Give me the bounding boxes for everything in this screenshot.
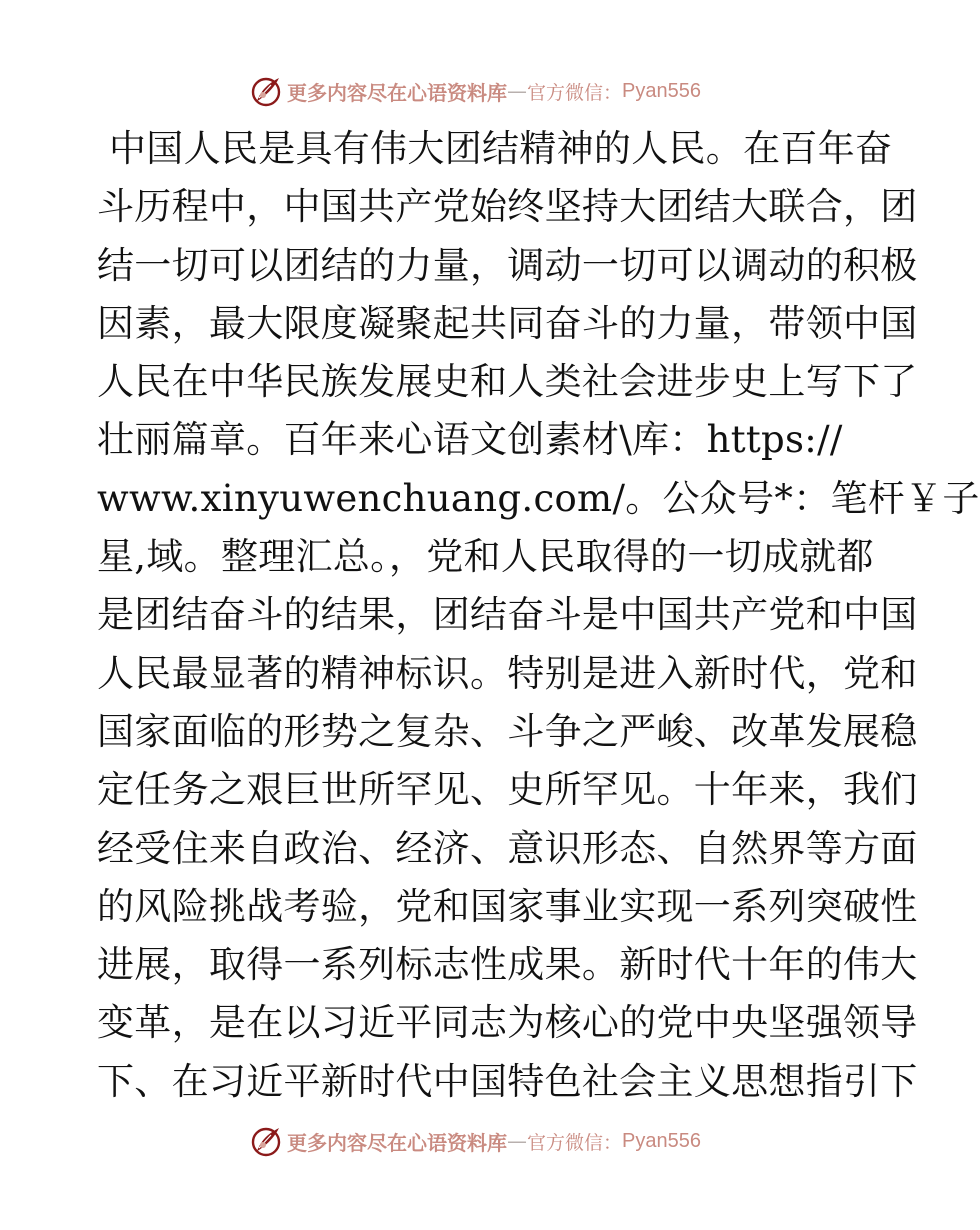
banner-separator: — [507, 79, 527, 103]
feather-pen-logo-icon [249, 74, 283, 108]
body-line: 进展，取得一系列标志性成果。新时代十年的伟大 [97, 943, 918, 987]
body-line: 下、在习近平新时代中国特色社会主义思想指引下 [97, 1059, 918, 1103]
banner-site-text: 更多内容尽在心语资料库 [287, 1130, 507, 1155]
body-line: www.xinyuwenchuang.com/。公众号*：笔杆￥子 [97, 476, 980, 520]
body-line: 经受住来自政治、经济、意识形态、自然界等方面 [97, 826, 918, 870]
body-line: 定任务之艰巨世所罕见、史所罕见。十年来，我们 [97, 768, 918, 812]
banner-wechat-label: 官方微信： [527, 81, 623, 104]
body-line: 是团结奋斗的结果，团结奋斗是中国共产党和中国 [97, 593, 918, 637]
body-line: 的风险挑战考验，党和国家事业实现一系列突破性 [97, 884, 918, 928]
body-line: 国家面临的形势之复杂、斗争之严峻、改革发展稳 [97, 709, 918, 753]
banner-site-text: 更多内容尽在心语资料库 [287, 80, 507, 105]
body-line: 斗历程中，中国共产党始终坚持大团结大联合，团 [97, 185, 918, 229]
header-banner [0, 71, 950, 111]
footer-banner [0, 1121, 950, 1161]
banner-wechat-id: Pyan556 [622, 79, 701, 102]
body-line: 因素，最大限度凝聚起共同奋斗的力量，带领中国 [97, 301, 918, 345]
body-line: 结一切可以团结的力量，调动一切可以调动的积极 [97, 243, 918, 287]
body-line: 人民在中华民族发展史和人类社会进步史上写下了 [97, 360, 918, 404]
banner-wechat-id: Pyan556 [622, 1129, 701, 1152]
body-line: 中国人民是具有伟大团结精神的人民。在百年奋 [109, 127, 893, 170]
banner-separator: — [507, 1129, 527, 1153]
document-body [97, 120, 980, 1111]
body-line: 壮丽篇章。百年来心语文创素材\库：https:// [97, 418, 843, 462]
feather-pen-logo-icon [249, 1124, 283, 1158]
body-line: 人民最显著的精神标识。特别是进入新时代，党和 [97, 651, 918, 695]
body-line: 星,域。整理汇总。，党和人民取得的一切成就都 [97, 535, 874, 579]
body-line: 变革，是在以习近平同志为核心的党中央坚强领导 [97, 1001, 918, 1045]
banner-wechat-label: 官方微信： [527, 1131, 623, 1154]
